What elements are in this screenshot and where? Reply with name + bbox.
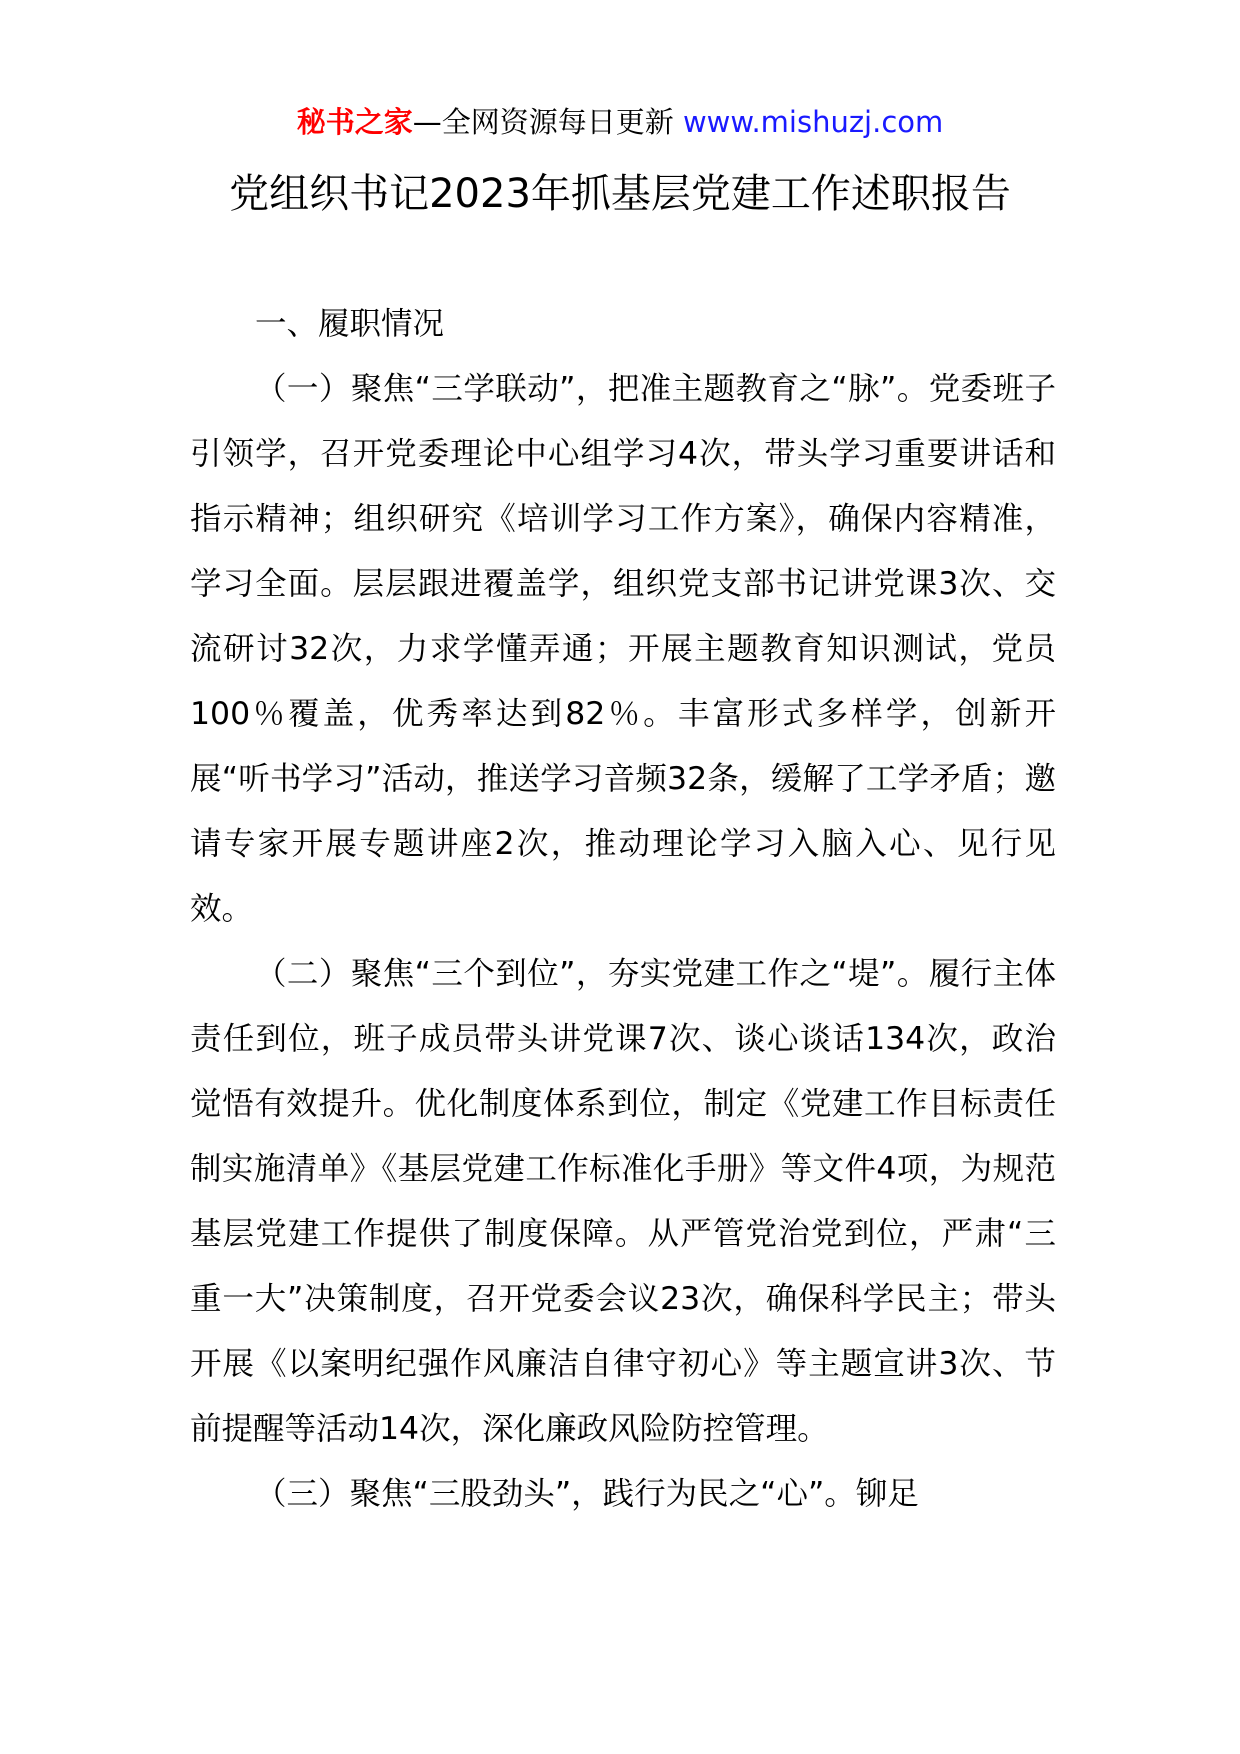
- section-heading: 一、履职情况: [255, 306, 445, 342]
- paragraph-2: （二）聚焦“三个到位”，夯实党建工作之“堤”。履行主体责任到位，班子成员带头讲党课7次、谈心谈话134次，政治觉悟有效提升。优化制度体系到位，制定《党建工作目标责任制实施清单》《基层党建工作标准化手册》等文件4项，为规范基层党建工作提供了制度保障。从严管党治党到位，严肃“三重一大”决策制度，召开党委会议23次，确保科学民主；带头开展《以案明纪强作风廉洁自律守初心》等主题宣讲3次、节前提醒等活动14次，深化廉政风险防控管理。: [190, 956, 1056, 1447]
- site-url-link[interactable]: www.mishuzj.com: [682, 105, 944, 139]
- paragraph-1: （一）聚焦“三学联动”，把准主题教育之“脉”。党委班子引领学，召开党委理论中心组学习4次，带头学习重要讲话和指示精神；组织研究《培训学习工作方案》，确保内容精准，学习全面。层层跟进覆盖学，组织党支部书记讲党课3次、交流研讨32次，力求学懂弄通；开展主题教育知识测试，党员100％覆盖，优秀率达到82％。丰富形式多样学，创新开展“听书学习”活动，推送学习音频32条，缓解了工学矛盾；邀请专家开展专题讲座2次，推动理论学习入脑入心、见行见效。: [190, 371, 1056, 927]
- document-body: [190, 292, 1056, 1527]
- site-banner: [0, 102, 1240, 142]
- document-title: 党组织书记2023年抓基层党建工作述职报告: [229, 171, 1011, 217]
- brand-name: 秘书之家: [296, 105, 413, 139]
- paragraph-3: （三）聚焦“三股劲头”，践行为民之“心”。铆足: [255, 1476, 919, 1512]
- banner-slogan: —全网资源每日更新: [412, 105, 683, 139]
